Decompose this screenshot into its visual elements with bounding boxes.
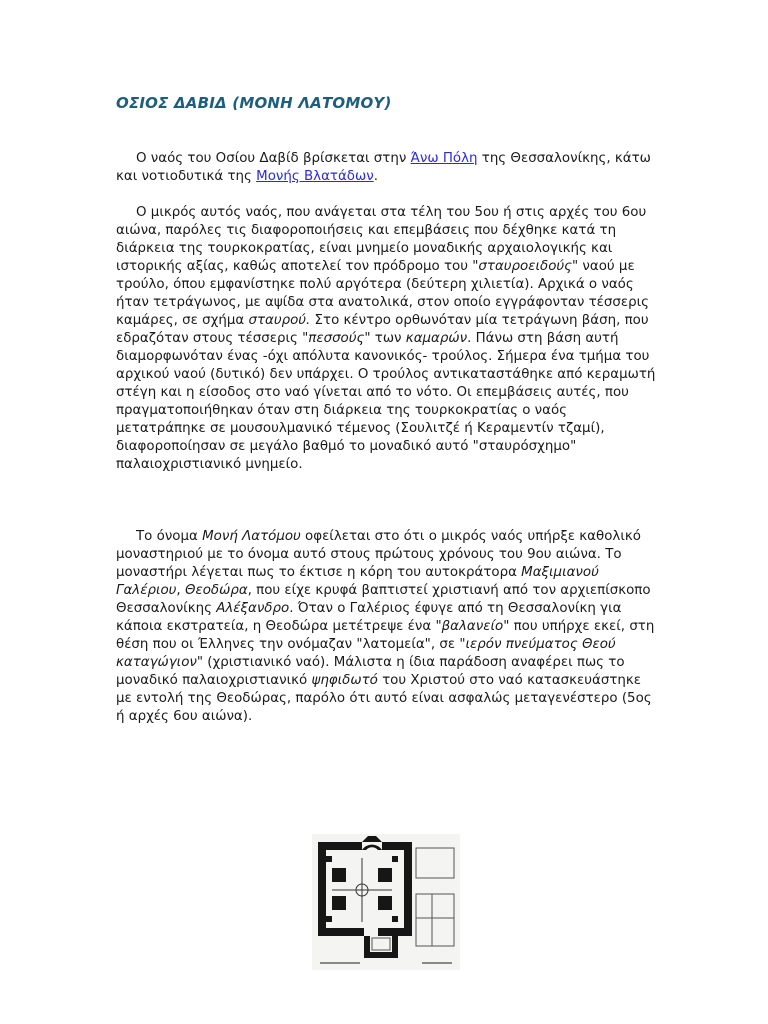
paragraph-location — [116, 150, 656, 186]
italic-term: καμαρών — [405, 331, 468, 346]
italic-term: πεσσούς — [308, 331, 365, 346]
italic-term: βαλανείο — [441, 619, 504, 634]
text-segment: . Πάνω στη βάση αυτή διαμορφωνόταν ένας -όχι απόλυτα κανονικός- τρούλος. Σήμερα ένα τμήμα του αρχικού ναού (δυτικό) δεν υπάρχει. Ο τρούλος αντικαταστάθηκε από κεραμωτή στέγη και η είσοδος στο ναό γίνεται από το νότο. Οι επεμβάσεις αυτές, που πραγματοποιήθηκαν όταν στη διάρκεια της τουρκοκρατίας ο ναός μετατράπηκε σε μουσουλμανικό τέμενος (Σουλιτζέ ή Κεραμεντίν τζαμί), διαφοροποίησαν σε μεγάλο βαθμό το μοναδικό αυτό "σταυρόσχημο" παλαιοχριστιανικό μνημείο. — [116, 331, 656, 472]
text-segment: της Θεσσαλονίκης, κάτω και νοτιοδυτικά της — [116, 151, 651, 184]
text-segment: " ναού με τρούλο, όπου εμφανίστηκε πολύ αργότερα (δεύτερη χιλιετία). Αρχικά ο ναός ήταν τετράγωνος, με αψίδα στα ανατολικά, στον οποίο εγγράφονταν τέσσερις καμάρες, σε σχήμα — [116, 259, 650, 328]
text-segment: . Όταν ο Γαλέριος έφυγε από τη Θεσσαλονίκη για κάποια εκστρατεία, η Θεοδώρα μετέτρεψε ένα " — [116, 601, 622, 634]
paragraph-text — [116, 528, 656, 726]
italic-term: Μονή Λατόμου — [202, 529, 301, 544]
paragraph-history — [116, 204, 656, 474]
text-segment: του Χριστού στο ναό κατασκευάστηκε με εντολή της Θεοδώρας, παρόλο ότι αυτό είναι ασφαλώς μεταγενέστερο (5ος ή αρχές 6ου αιώνα). — [116, 673, 652, 724]
floor-plan-drawing — [312, 834, 460, 970]
italic-term: σταυροειδούς — [478, 259, 572, 274]
text-segment: , — [176, 583, 185, 598]
text-segment: οφείλεται στο ότι ο μικρός ναός υπήρξε καθολικό μοναστηριού με το όνομα αυτό στους πρώτους χρόνους του 9ου αιώνα. Το μοναστήρι λέγεται πως το έκτισε η κόρη του αυτοκράτορα — [116, 529, 641, 580]
link-ano-poli[interactable]: Άνω Πόλη — [410, 151, 478, 166]
italic-term: Αλέξανδρο — [216, 601, 290, 616]
italic-term: ιερόν πνεύματος Θεού καταγώγιον — [116, 637, 616, 670]
paragraph-text — [116, 150, 656, 186]
text-segment: " που υπήρχε εκεί, στη θέση που οι Έλληνες την ονόμαζαν "λατομεία", σε " — [116, 619, 655, 652]
text-segment: , που είχε κρυφά βαπτιστεί χριστιανή από τον αρχιεπίσκοπο Θεσσαλονίκης — [116, 583, 651, 616]
floor-plan-image — [312, 834, 460, 970]
italic-term: σταυρού. — [248, 313, 311, 328]
text-segment: " (χριστιανικό ναό). Μάλιστα η ίδια παράδοση αναφέρει πως το μοναδικό παλαιοχριστιανικό — [116, 655, 625, 688]
text-segment: . — [373, 169, 378, 184]
text-segment: Ο μικρός αυτός ναός, που ανάγεται στα τέλη του 5ου ή στις αρχές του 6ου αιώνα, παρόλες τις διαφοροποιήσεις και επεμβάσεις που δέχθηκε κατά τη διάρκεια της τουρκοκρατίας, είναι μνημείο μοναδικής αρχαιολογικής και ιστορικής αξίας, καθώς αποτελεί τον πρόδρομο του " — [116, 205, 647, 274]
link-moni-vlatadon[interactable]: Μονής Βλατάδων — [256, 169, 374, 184]
italic-term: Μαξιμιανού Γαλέριου — [116, 565, 599, 598]
text-segment: Στο κέντρο ορθωνόταν μία τετράγωνη βάση, που εδραζόταν στους τέσσερις " — [116, 313, 649, 346]
italic-term: ψηφιδωτό — [311, 673, 378, 688]
italic-term: Θεοδώρα — [184, 583, 248, 598]
text-segment: Το όνομα — [136, 529, 203, 544]
paragraph-name-origin — [116, 528, 656, 726]
paragraph-text — [116, 204, 656, 474]
page-title: ΟΣΙΟΣ ΔΑΒΙΔ (ΜΟΝΗ ΛΑΤΟΜΟΥ) — [116, 94, 392, 112]
text-segment: " των — [364, 331, 406, 346]
text-segment: Ο ναός του Οσίου Δαβίδ βρίσκεται στην — [136, 151, 411, 166]
